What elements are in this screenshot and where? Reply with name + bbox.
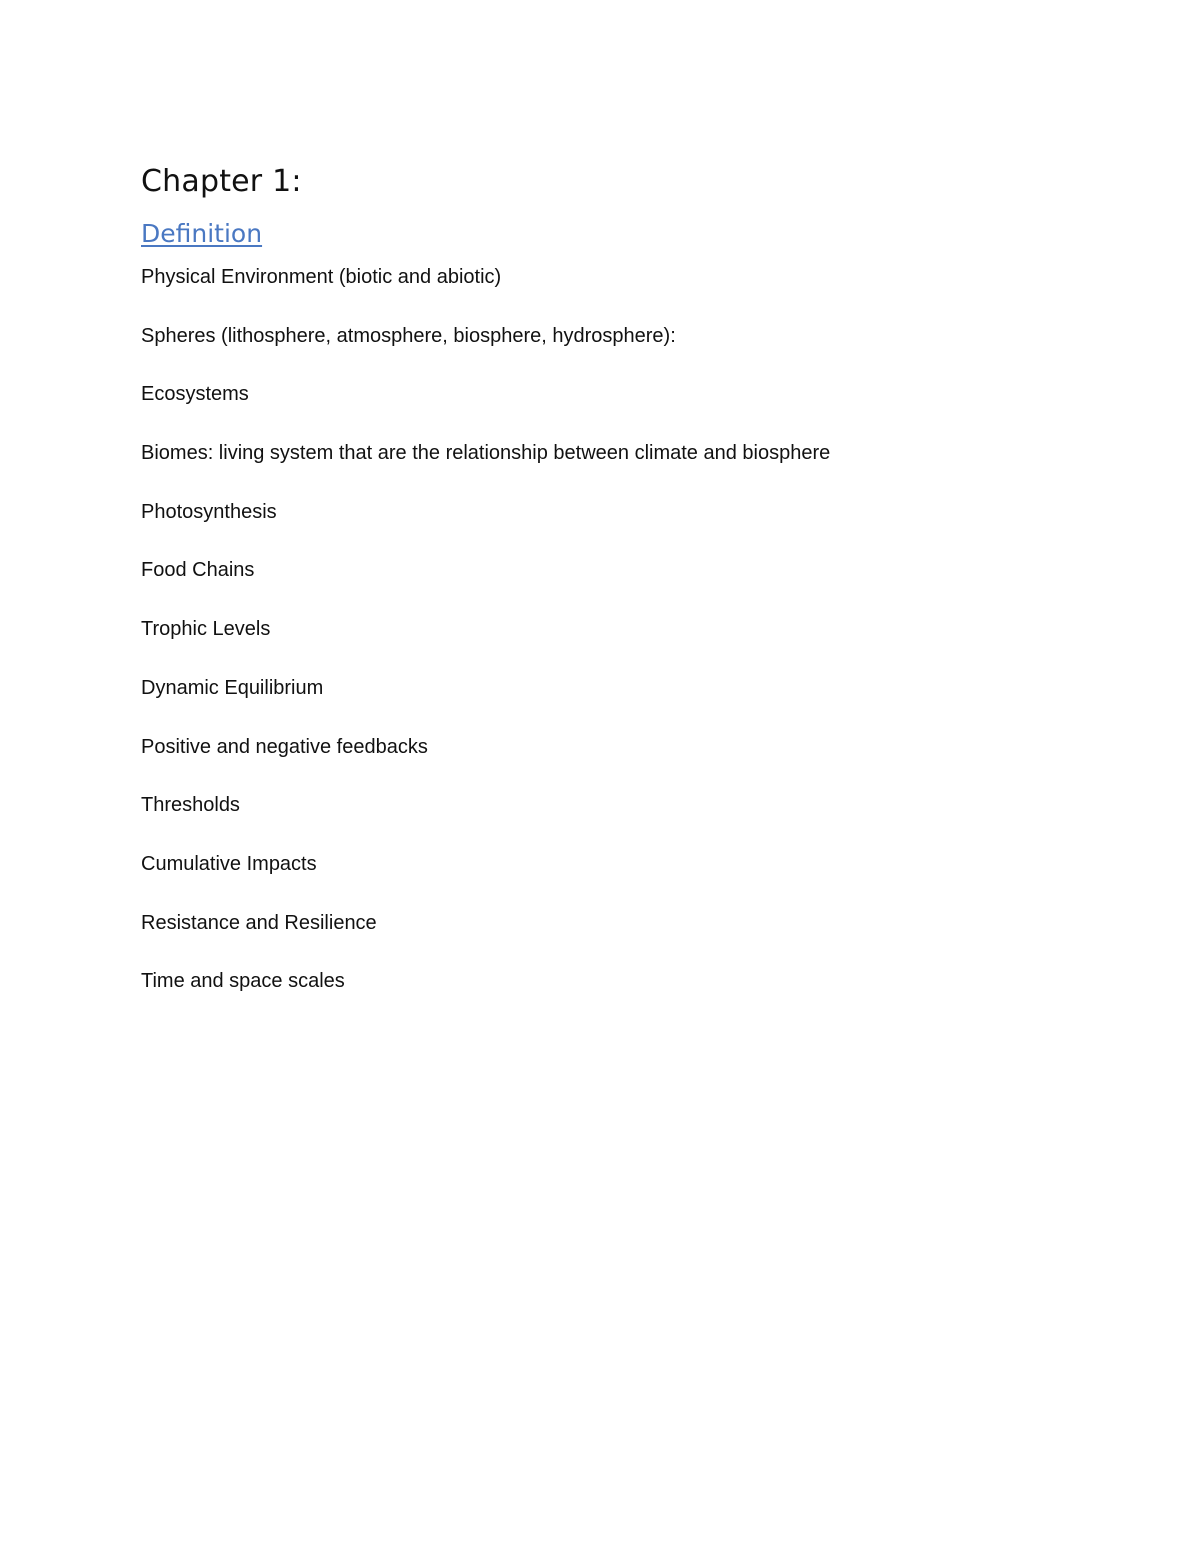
term-item: Cumulative Impacts — [141, 852, 317, 875]
term-item: Food Chains — [141, 559, 255, 582]
term-item: Positive and negative feedbacks — [141, 735, 428, 758]
document-body — [141, 160, 1061, 1025]
chapter-title: Chapter 1: — [141, 164, 302, 199]
term-item: Spheres (lithosphere, atmosphere, biosphere, hydrosphere): — [141, 324, 676, 347]
term-item: Time and space scales — [141, 970, 345, 993]
term-item: Ecosystems — [141, 383, 249, 406]
term-item: Dynamic Equilibrium — [141, 676, 324, 699]
term-item: Biomes: living system that are the relationship between climate and biosphere — [141, 442, 831, 465]
term-item: Physical Environment (biotic and abiotic) — [141, 266, 502, 288]
definition-heading: Definition — [141, 219, 263, 248]
term-item: Trophic Levels — [141, 618, 271, 641]
term-item: Resistance and Resilience — [141, 911, 377, 934]
term-item: Thresholds — [141, 794, 240, 817]
term-list — [141, 262, 1061, 996]
term-item: Photosynthesis — [141, 500, 277, 523]
